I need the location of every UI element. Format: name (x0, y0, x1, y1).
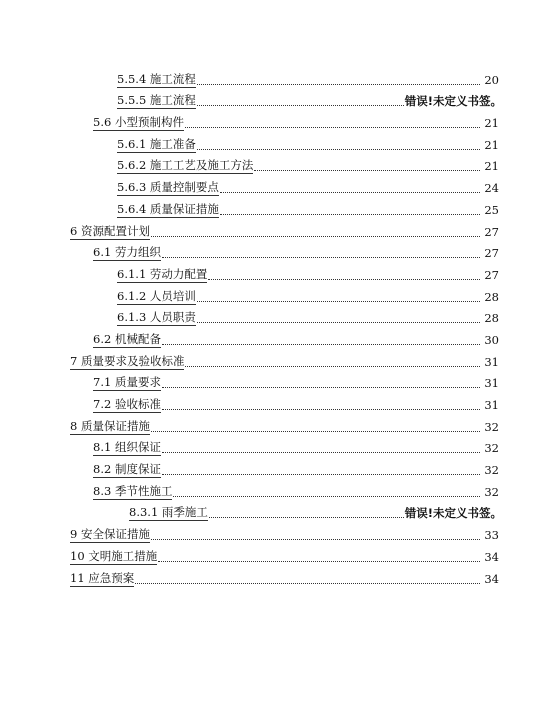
toc-entry-label: 9 安全保证措施 (70, 527, 150, 542)
toc-entry[interactable] (0, 370, 557, 392)
toc-dot-leader (135, 583, 480, 584)
toc-entry-page: 33 (484, 528, 499, 543)
toc-entry[interactable] (0, 109, 557, 131)
toc-entry-page: 27 (484, 246, 499, 261)
toc-entry-label: 7.2 验收标准 (93, 397, 161, 411)
toc-dot-leader (197, 105, 404, 106)
toc-entry-label: 6.2 机械配备 (93, 331, 161, 346)
toc-entry-label: 5.5.5 施工流程 (117, 93, 196, 108)
toc-dot-leader (185, 127, 480, 128)
toc-dot-leader (220, 214, 480, 215)
toc-entry[interactable] (0, 326, 557, 348)
toc-dot-leader (162, 344, 480, 345)
toc-entry-label: 6.1.3 人员职责 (117, 310, 196, 325)
toc-entry-page: 25 (484, 202, 499, 217)
toc-entry-page: 32 (484, 463, 499, 478)
toc-entry-label: 10 文明施工措施 (70, 548, 158, 563)
toc-entry-label: 7.1 质量要求 (93, 375, 161, 390)
toc-dot-leader (220, 192, 480, 193)
toc-entry-page: 34 (484, 549, 499, 564)
toc-dot-leader (254, 170, 480, 171)
toc-entry[interactable] (0, 456, 557, 478)
toc-entry[interactable] (0, 261, 557, 283)
toc-entry[interactable] (0, 88, 557, 110)
toc-entry[interactable] (0, 478, 557, 500)
toc-entry[interactable] (0, 240, 557, 262)
toc-entry[interactable] (0, 413, 557, 435)
toc-dot-leader (197, 149, 480, 150)
toc-entry-page: 24 (484, 181, 499, 196)
toc-entry-page: 21 (484, 159, 499, 174)
toc-entry-page: 31 (484, 354, 499, 369)
toc-entry-page-error: 错误!未定义书签。 (404, 506, 502, 521)
toc-dot-leader (151, 539, 480, 540)
toc-dot-leader (162, 387, 480, 388)
toc-entry[interactable] (0, 196, 557, 218)
toc-entry-label: 5.6.1 施工准备 (117, 136, 196, 151)
toc-entry-page: 27 (484, 267, 499, 282)
toc-entry-label: 5.6.3 质量控制要点 (117, 180, 219, 195)
toc-entry[interactable] (0, 500, 557, 522)
toc-entry-page: 32 (484, 484, 499, 499)
toc-entry-label: 8.3 季节性施工 (93, 483, 173, 498)
toc-dot-leader (162, 452, 480, 453)
toc-entry[interactable] (0, 153, 557, 175)
toc-dot-leader (151, 431, 480, 432)
toc-dot-leader (197, 84, 480, 85)
toc-entry-page: 20 (484, 72, 499, 87)
toc-entry[interactable] (0, 348, 557, 370)
toc-entry-label: 8 质量保证措施 (70, 418, 150, 433)
toc-entry-page: 32 (484, 441, 499, 456)
toc-dot-leader (197, 301, 480, 302)
toc-entry[interactable] (0, 391, 557, 413)
toc-dot-leader (209, 517, 404, 518)
toc-entry[interactable] (0, 305, 557, 327)
toc-entry-page: 31 (484, 376, 499, 391)
toc-entry[interactable] (0, 283, 557, 305)
toc-entry-label: 5.6 小型预制构件 (93, 115, 184, 130)
toc-dot-leader (162, 409, 480, 410)
toc-entry-label: 5.5.4 施工流程 (117, 71, 196, 86)
toc-entry-page: 28 (484, 311, 499, 326)
toc-entry-label: 5.6.4 质量保证措施 (117, 201, 219, 216)
toc-dot-leader (151, 236, 480, 237)
toc-entry-page: 32 (484, 419, 499, 434)
toc-entry[interactable] (0, 66, 557, 88)
toc-entry[interactable] (0, 435, 557, 457)
toc-entry[interactable] (0, 521, 557, 543)
toc-entry-label: 11 应急预案 (70, 570, 135, 585)
toc-dot-leader (162, 257, 480, 258)
toc-entry-label: 6.1.1 劳动力配置 (117, 266, 208, 281)
table-of-contents (0, 66, 557, 587)
toc-entry-page-error: 错误!未定义书签。 (404, 94, 502, 109)
toc-entry-label: 5.6.2 施工工艺及施工方法 (117, 158, 254, 173)
toc-entry-label: 6 资源配置计划 (70, 223, 150, 238)
toc-dot-leader (197, 322, 480, 323)
toc-entry-label: 8.3.1 雨季施工 (129, 505, 208, 520)
toc-entry[interactable] (0, 131, 557, 153)
toc-dot-leader (158, 561, 480, 562)
toc-entry[interactable] (0, 565, 557, 587)
toc-entry-label: 6.1.2 人员培训 (117, 288, 196, 303)
toc-entry-label: 8.2 制度保证 (93, 462, 161, 477)
toc-entry-page: 28 (484, 289, 499, 304)
toc-entry-label: 7 质量要求及验收标准 (70, 353, 185, 368)
toc-entry-page: 34 (484, 571, 499, 586)
toc-entry[interactable] (0, 174, 557, 196)
toc-entry-page: 30 (484, 332, 499, 347)
toc-entry-label: 6.1 劳力组织 (93, 245, 161, 260)
toc-entry-page: 31 (484, 398, 499, 412)
toc-dot-leader (162, 474, 480, 475)
toc-entry-page: 21 (484, 137, 499, 152)
toc-entry[interactable] (0, 218, 557, 240)
toc-dot-leader (208, 279, 480, 280)
toc-entry-label: 8.1 组织保证 (93, 440, 161, 455)
toc-entry[interactable] (0, 543, 557, 565)
toc-entry-page: 21 (484, 116, 499, 131)
toc-dot-leader (185, 366, 480, 367)
toc-entry-page: 27 (484, 224, 499, 239)
toc-dot-leader (173, 496, 480, 497)
